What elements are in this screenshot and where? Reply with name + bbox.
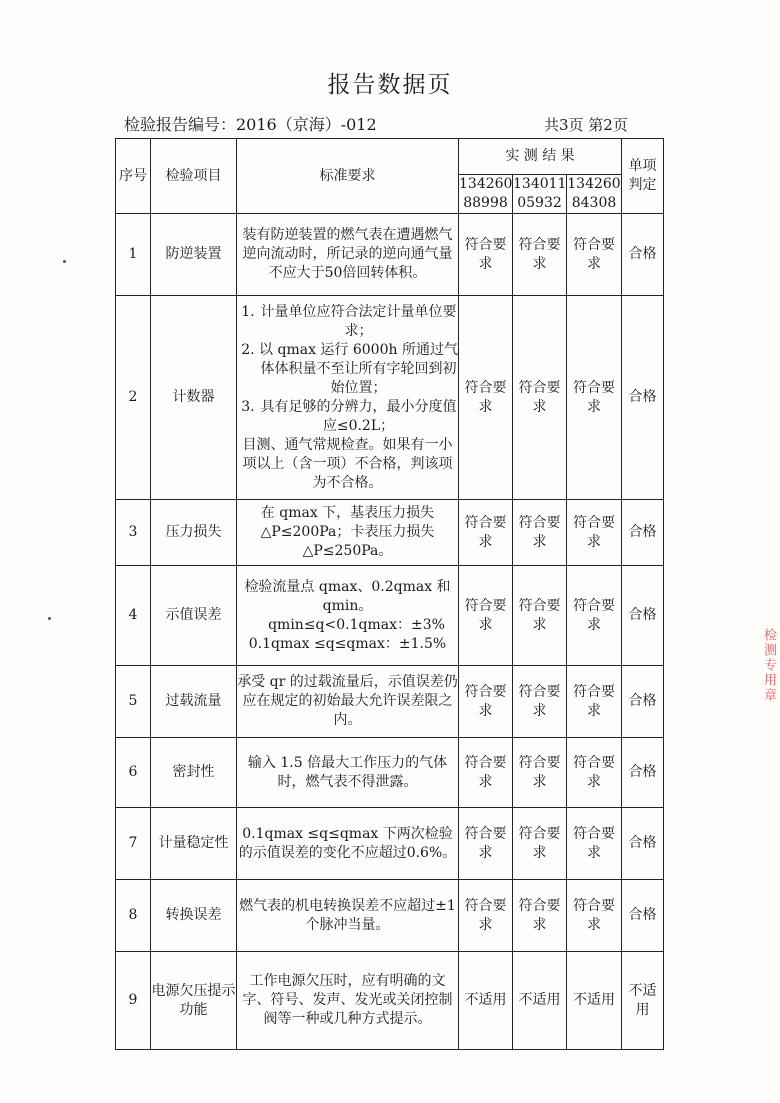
cell-standard: 输入 1.5 倍最大工作压力的气体时，燃气表不得泄露。 xyxy=(237,738,459,808)
cell-result: 符合要求 xyxy=(513,214,567,296)
cell-item: 转换误差 xyxy=(151,880,237,952)
cell-result: 符合要求 xyxy=(459,214,513,296)
cell-standard: 燃气表的机电转换误差不应超过±1个脉冲当量。 xyxy=(237,880,459,952)
cell-standard: 工作电源欠压时，应有明确的文字、符号、发声、发光或关闭控制阀等一种或几种方式提示。 xyxy=(237,952,459,1050)
cell-verdict: 合格 xyxy=(622,880,664,952)
cell-item: 示值误差 xyxy=(151,566,237,666)
cell-result: 符合要求 xyxy=(513,500,567,566)
cell-item: 压力损失 xyxy=(151,500,237,566)
cell-item: 过载流量 xyxy=(151,666,237,738)
cell-result: 符合要求 xyxy=(459,880,513,952)
cell-verdict: 合格 xyxy=(622,296,664,500)
serial-3: 134260 84308 xyxy=(567,175,622,214)
table-row xyxy=(116,880,664,952)
cell-seq: 3 xyxy=(116,500,151,566)
table-row xyxy=(116,296,664,500)
cell-result: 不适用 xyxy=(513,952,567,1050)
cell-seq: 7 xyxy=(116,808,151,880)
cell-verdict: 合格 xyxy=(622,666,664,738)
header-standard: 标准要求 xyxy=(237,139,459,214)
cell-item: 计数器 xyxy=(151,296,237,500)
cell-seq: 6 xyxy=(116,738,151,808)
report-table xyxy=(115,138,664,1050)
page-title: 报告数据页 xyxy=(327,72,453,98)
cell-result: 符合要求 xyxy=(513,666,567,738)
table-row xyxy=(116,214,664,296)
report-number: 检验报告编号：2016（京海）-012 xyxy=(124,115,377,134)
cell-result: 符合要求 xyxy=(459,296,513,500)
cell-standard xyxy=(237,566,459,666)
cell-result: 符合要求 xyxy=(459,738,513,808)
cell-result: 符合要求 xyxy=(567,500,622,566)
red-seal-stamp xyxy=(756,628,778,738)
cell-result: 符合要求 xyxy=(459,566,513,666)
standard-list-item: 3. 具有足够的分辨力，最小分度值应≤0.2L； xyxy=(259,398,458,436)
table-row xyxy=(116,500,664,566)
standard-list-item: 2. 以 qmax 运行 6000h 所通过气体体积量不至让所有字轮回到初始位置； xyxy=(259,341,458,398)
cell-result: 不适用 xyxy=(459,952,513,1050)
cell-seq: 4 xyxy=(116,566,151,666)
standard-list xyxy=(237,303,458,436)
cell-verdict: 合格 xyxy=(622,566,664,666)
table-row xyxy=(116,738,664,808)
cell-item: 电源欠压提示功能 xyxy=(151,952,237,1050)
cell-result: 符合要求 xyxy=(567,666,622,738)
cell-result: 符合要求 xyxy=(567,566,622,666)
standard-note: 目测、通气常规检查。如果有一小项以上（含一项）不合格，判该项为不合格。 xyxy=(242,436,453,491)
cell-result: 符合要求 xyxy=(567,214,622,296)
cell-standard: 在 qmax 下，基表压力损失△P≤200Pa；卡表压力损失△P≤250Pa。 xyxy=(237,500,459,566)
serial-2: 134011 05932 xyxy=(513,175,567,214)
stamp-text: 检测专用章 xyxy=(761,628,776,703)
cell-verdict: 不适用 xyxy=(622,952,664,1050)
cell-seq: 2 xyxy=(116,296,151,500)
scan-speck xyxy=(48,617,51,620)
cell-seq: 9 xyxy=(116,952,151,1050)
scan-speck xyxy=(63,260,66,263)
cell-result: 符合要求 xyxy=(513,566,567,666)
header-item: 检验项目 xyxy=(151,139,237,214)
cell-standard: 装有防逆装置的燃气表在遭遇燃气逆向流动时，所记录的逆向通气量不应大于50倍回转体积。 xyxy=(237,214,459,296)
cell-standard: 承受 qr 的过载流量后，示值误差仍应在规定的初始最大允许误差限之内。 xyxy=(237,666,459,738)
cell-result: 不适用 xyxy=(567,952,622,1050)
cell-result: 符合要求 xyxy=(567,738,622,808)
cell-result: 符合要求 xyxy=(459,500,513,566)
cell-standard: 0.1qmax ≤q≤qmax 下两次检验的示值误差的变化不应超过0.6%。 xyxy=(237,808,459,880)
cell-standard xyxy=(237,296,459,500)
cell-result: 符合要求 xyxy=(513,296,567,500)
header-seq: 序号 xyxy=(116,139,151,214)
table-row xyxy=(116,666,664,738)
standard-line: qmin≤q<0.1qmax：±3% xyxy=(268,616,445,633)
cell-result: 符合要求 xyxy=(459,666,513,738)
cell-result: 符合要求 xyxy=(459,808,513,880)
cell-verdict: 合格 xyxy=(622,500,664,566)
standard-line: 0.1qmax ≤q≤qmax：±1.5% xyxy=(248,635,447,652)
cell-result: 符合要求 xyxy=(513,808,567,880)
table-row xyxy=(116,952,664,1050)
serial-1: 134260 88998 xyxy=(459,175,513,214)
cell-seq: 1 xyxy=(116,214,151,296)
cell-item: 密封性 xyxy=(151,738,237,808)
header-result: 实 测 结 果 xyxy=(459,139,622,175)
cell-verdict: 合格 xyxy=(622,808,664,880)
cell-item: 防逆装置 xyxy=(151,214,237,296)
cell-verdict: 合格 xyxy=(622,214,664,296)
cell-seq: 8 xyxy=(116,880,151,952)
cell-seq: 5 xyxy=(116,666,151,738)
standard-line: 检验流量点 qmax、0.2qmax 和 qmin。 xyxy=(244,578,451,614)
table-row xyxy=(116,808,664,880)
standard-list-item: 1. 计量单位应符合法定计量单位要求； xyxy=(259,303,458,341)
page-info: 共3页 第2页 xyxy=(544,116,628,134)
cell-result: 符合要求 xyxy=(513,880,567,952)
table-row xyxy=(116,566,664,666)
cell-result: 符合要求 xyxy=(567,296,622,500)
cell-result: 符合要求 xyxy=(567,808,622,880)
cell-result: 符合要求 xyxy=(567,880,622,952)
cell-verdict: 合格 xyxy=(622,738,664,808)
cell-item: 计量稳定性 xyxy=(151,808,237,880)
cell-result: 符合要求 xyxy=(513,738,567,808)
header-verdict: 单项判定 xyxy=(622,139,664,214)
